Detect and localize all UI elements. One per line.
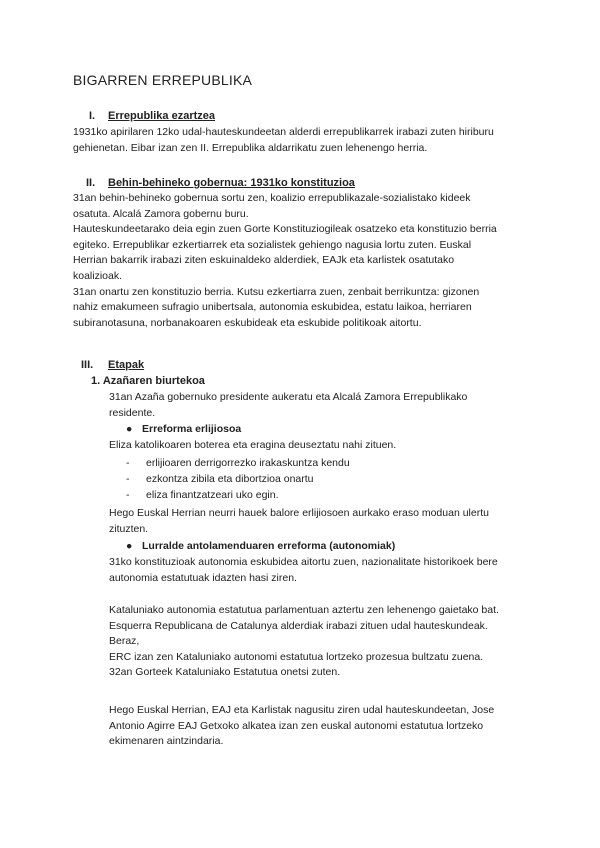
text-line: 31ko konstituzioak autonomia eskubidea aitortu zuen, nazionalitate historikoek bere: [109, 556, 498, 568]
bullet-label: Lurralde antolamenduaren erreforma (autonomiak): [142, 540, 396, 552]
text-line: ekimenaren aintzindaria.: [109, 735, 224, 748]
text-line: Esquerra Republicana de Catalunya alderdiak irabazi zituen udal hauteskundeak.: [109, 619, 488, 632]
text-line: 32an Gorteek Kataluniako Estatutua onetsi zuten.: [109, 666, 341, 679]
section-number: II.: [86, 177, 96, 189]
text-line: 31an Azaña gobernuko presidente aukeratu eta Alcalá Zamora Errepublikako: [109, 391, 468, 403]
text-line: subiranotasuna, norbanakoaren eskubideak eta eskubide politikoak aitortu.: [73, 316, 422, 329]
section-number: I.: [89, 110, 96, 122]
paragraph-bullet1-after: [109, 506, 569, 537]
subsection-heading-1: 1. Azañaren biurtekoa: [91, 375, 205, 387]
dash-text: ezkontza zibila eta dibortzioa onartu: [146, 473, 314, 485]
document-title: BIGARREN ERREPUBLIKA: [73, 72, 253, 88]
paragraph-bullet2-3: [109, 703, 569, 750]
bullet-icon: ●: [126, 423, 133, 435]
paragraph-section-2: [73, 191, 533, 331]
paragraph-bullet2-1: [109, 555, 569, 586]
text-line: autonomia estatutuak idazten hasi ziren.: [109, 571, 297, 584]
text-line: zituzten.: [109, 522, 149, 535]
text-line: Beraz,: [109, 635, 140, 648]
bullet-label: Erreforma erlijiosoa: [142, 423, 242, 435]
text-line: Hauteskundeetarako deia egin zuen Gorte Konstituziogileak osatzeko eta konstituzio berria: [73, 223, 497, 236]
text-line: egiteko. Errepublikar ezkertiarrek eta sozialistek gehiengo nagusia lortu zuten. Euskal: [73, 238, 472, 251]
dash-text: eliza finantzatzeari uko egin.: [146, 489, 279, 501]
dash-icon: -: [126, 457, 130, 469]
section-number: III.: [81, 359, 94, 371]
dash-icon: -: [126, 473, 130, 485]
paragraph-bullet2-2: [109, 603, 569, 681]
text-line: 1931ko apirilaren 12ko udal-hauteskundeetan alderdi errepublikarrek irabazi zuten hiriburu: [73, 126, 494, 138]
text-line: nahiz emakumeen sufragio unibertsala, autonomia eskubidea, estatu laikoa, herriaren: [73, 301, 472, 314]
bullet-icon: ●: [126, 540, 133, 552]
text-line: Antonio Agirre EAJ Getxoko alkatea izan zen euskal autonomi estatutua lortzeko: [109, 719, 484, 732]
text-line: Hego Euskal Herrian neurri hauek balore erlijiosoen aurkako eraso moduan ulertu: [109, 507, 489, 519]
dash-text: erlijioaren derrigorrezko irakaskuntza kendu: [146, 457, 350, 469]
text-line: 31an behin-behineko gobernua sortu zen, koalizio errepublikazale-sozialistako kideek: [73, 192, 471, 204]
text-line: Hego Euskal Herrian, EAJ eta Karlistak nagusitu ziren udal hauteskundeetan, Jose: [109, 704, 495, 716]
text-line: gehienetan. Eibar izan zen II. Errepublika aldarrikatu zuen lehenengo herria.: [73, 141, 428, 154]
text-line: Herrian bakarrik irabazi ziten eskuinaldeko alderdiek, EAJk eta karlistek osatutako: [73, 254, 455, 267]
section-title: Etapak: [108, 359, 145, 371]
text-line: osatuta. Alcalá Zamora gobernu buru.: [73, 207, 249, 220]
dash-icon: -: [126, 489, 130, 501]
text-line: residente.: [109, 406, 156, 419]
text-line: Kataluniako autonomia estatutua parlamentuan aztertu zen lehenengo gaietako bat.: [109, 604, 499, 616]
text-line: Eliza katolikoaren boterea eta eragina deuseztatu nahi zituen.: [109, 439, 397, 451]
paragraph-section-1: [73, 125, 533, 156]
section-title: Behin-behineko gobernua: 1931ko konstituzioa: [108, 177, 355, 189]
text-line: 31an onartu zen konstituzio berria. Kutsu ezkertiarra zuen, zenbait berrikuntza: gizonen: [73, 285, 480, 298]
paragraph-bullet1-intro: [109, 438, 569, 454]
paragraph-etapa-intro: [109, 390, 569, 421]
text-line: ERC izan zen Kataluniako autonomi estatutua lortzeko prozesua bultzatu zuena.: [109, 650, 484, 663]
section-title: Errepublika ezartzea: [108, 110, 215, 122]
text-line: koalizioak.: [73, 269, 123, 282]
